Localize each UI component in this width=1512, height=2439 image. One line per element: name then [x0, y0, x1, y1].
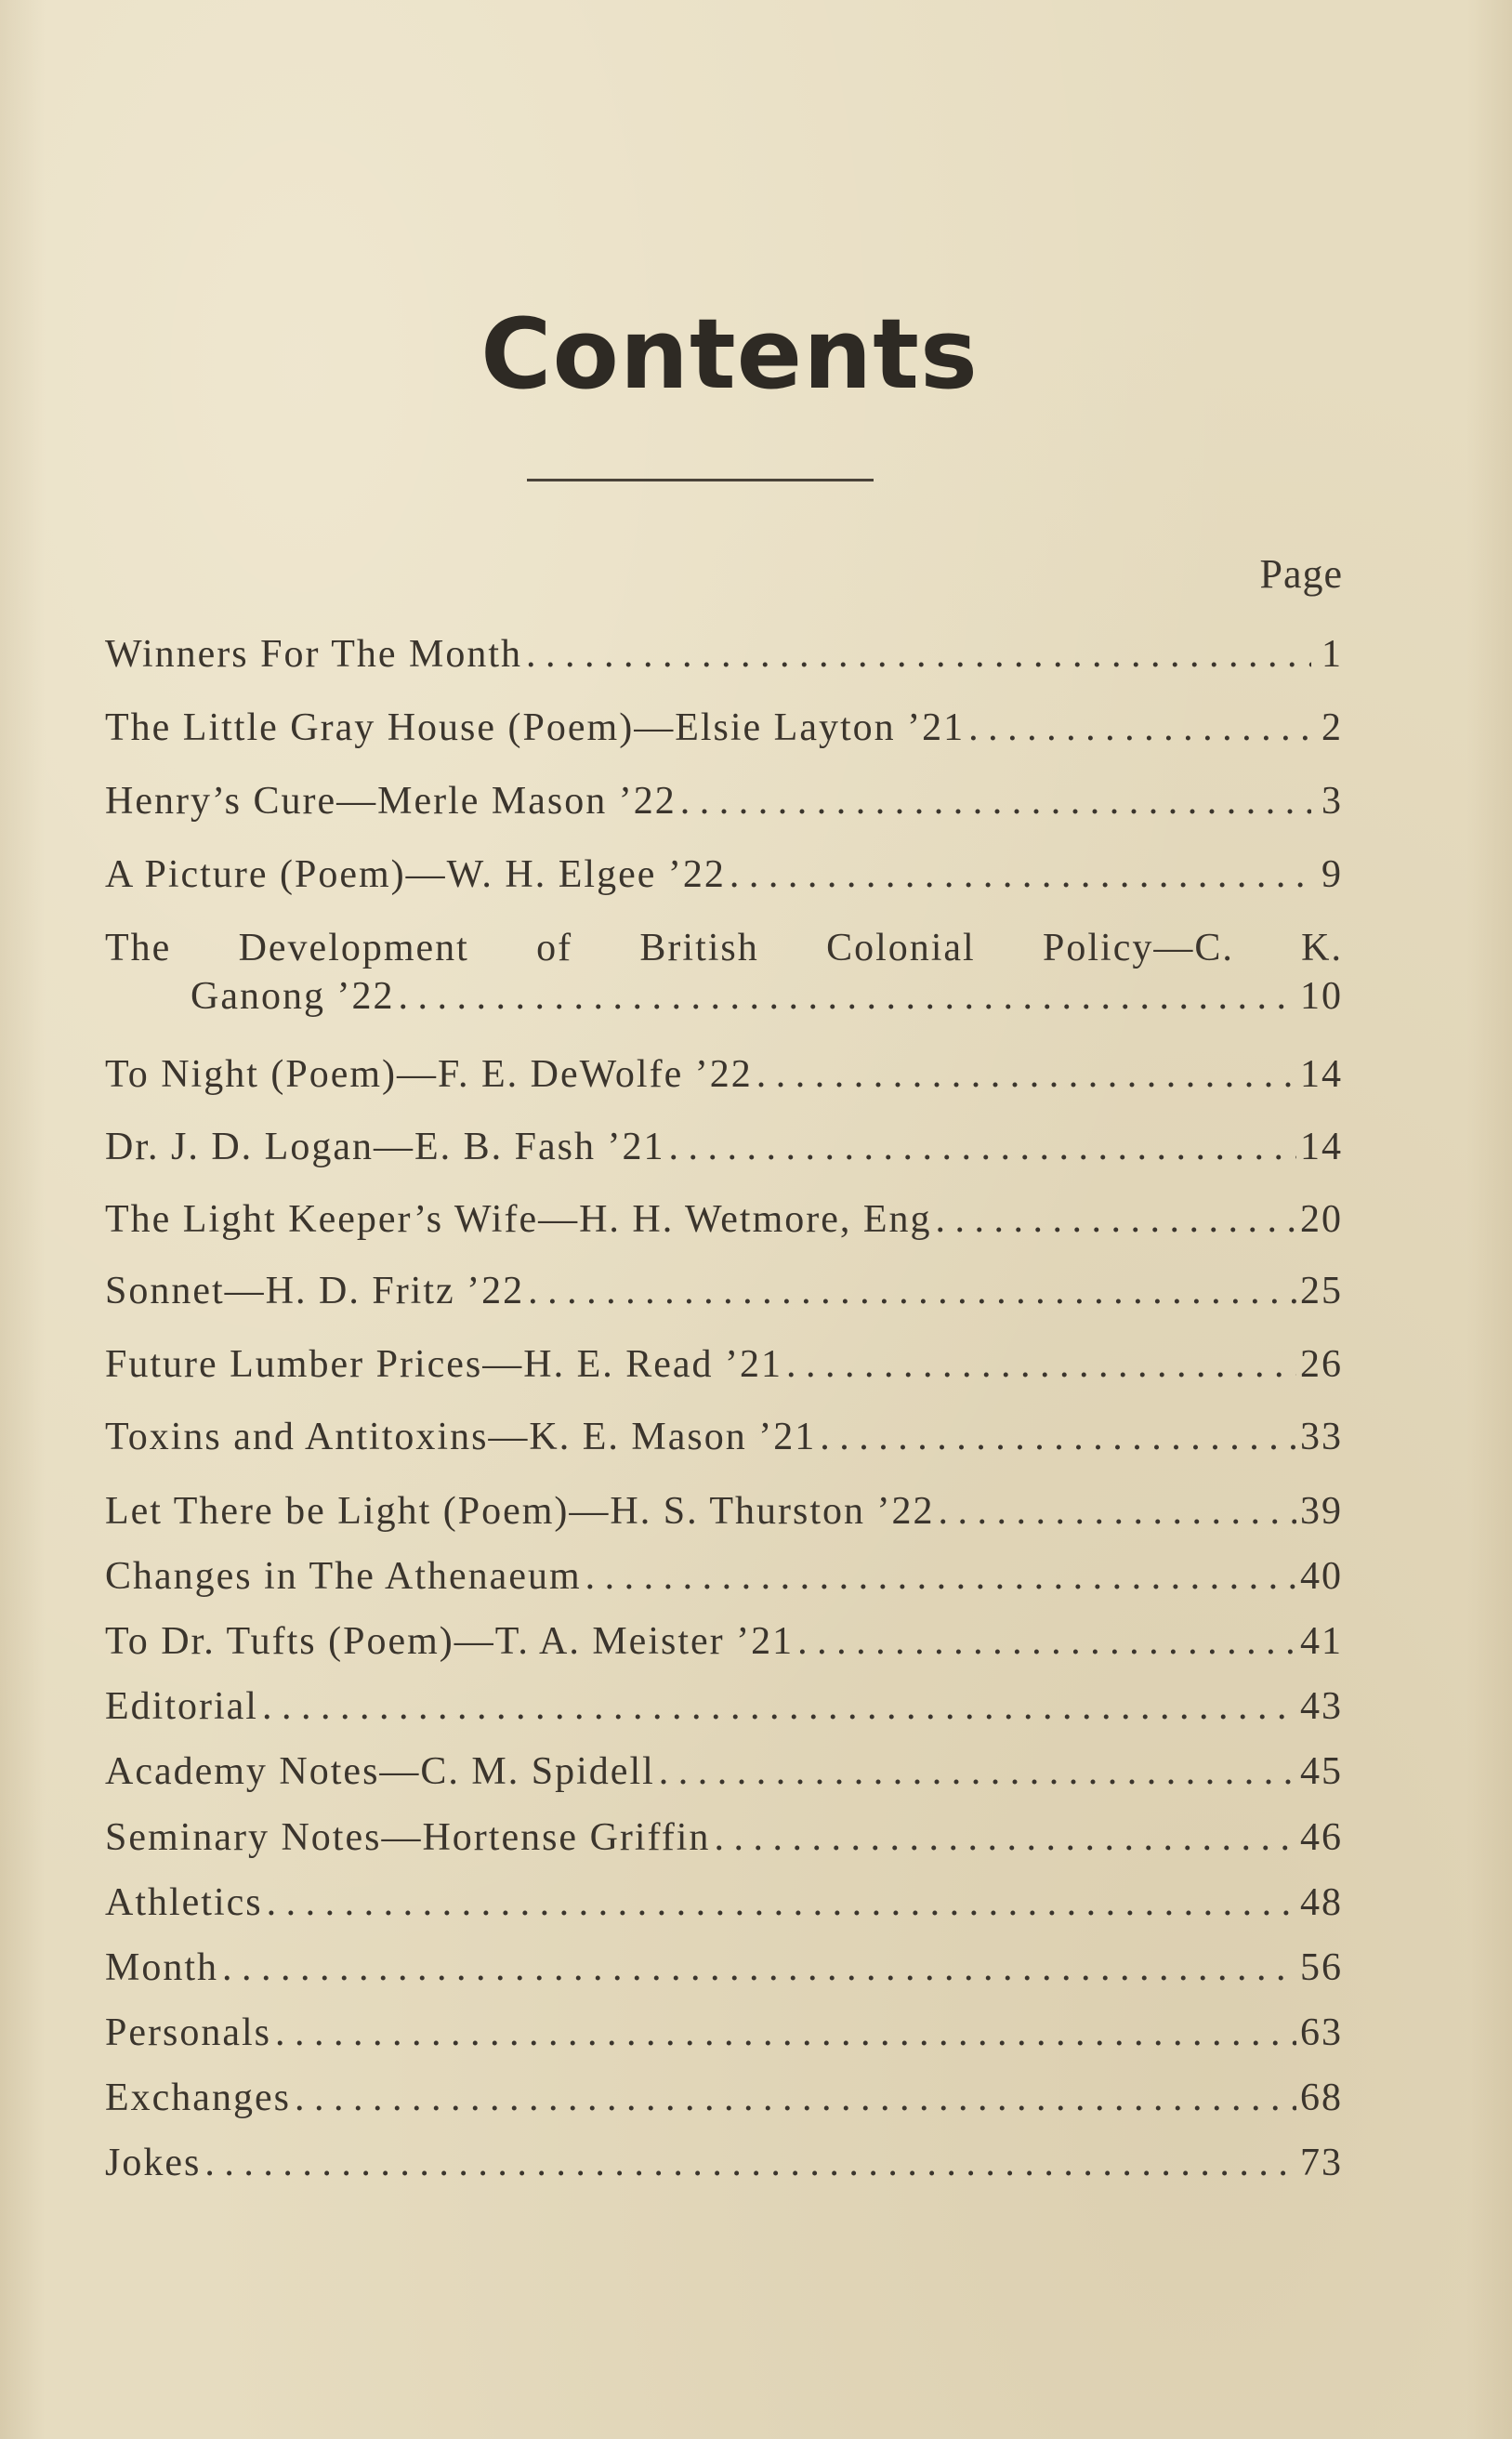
toc-entry[interactable] [105, 1813, 1343, 1862]
dot-leader [262, 1682, 1296, 1731]
toc-entry[interactable] [105, 2139, 1343, 2187]
toc-entry-title: The Light Keeper’s Wife—H. H. Wetmore, Eng [105, 1198, 932, 1241]
toc-entry-title: Exchanges [105, 2076, 291, 2119]
toc-entry-title: Let There be Light (Poem)—H. S. Thurston ’22 [105, 1490, 935, 1533]
dot-leader [267, 1879, 1296, 1927]
toc-entry-title: Academy Notes—C. M. Spidell [105, 1750, 655, 1793]
toc-entry-page: 14 [1300, 1126, 1343, 1168]
toc-entry-title: Toxins and Antitoxins—K. E. Mason ’21 [105, 1416, 817, 1458]
toc-entry[interactable] [105, 850, 1343, 899]
toc-entry-title: To Night (Poem)—F. E. DeWolfe ’22 [105, 1053, 753, 1096]
toc-entry-title: The Little Gray House (Poem)—Elsie Layton ’21 [105, 706, 966, 749]
dot-leader [398, 972, 1296, 1021]
toc-entry-title: Henry’s Cure—Merle Mason ’22 [105, 780, 677, 823]
toc-entry[interactable] [105, 1682, 1343, 1731]
toc-entry-page: 1 [1321, 633, 1343, 676]
toc-entry[interactable] [105, 704, 1343, 752]
toc-entry[interactable] [105, 1123, 1343, 1171]
title-divider [527, 479, 874, 481]
dot-leader [786, 1340, 1296, 1389]
toc-entry-page: 3 [1321, 780, 1343, 823]
toc-entry-title: Sonnet—H. D. Fritz ’22 [105, 1270, 525, 1312]
page-column-header: Page [1259, 551, 1343, 597]
dot-leader [275, 2009, 1296, 2057]
dot-leader [730, 850, 1311, 899]
toc-entry[interactable] [105, 1340, 1343, 1389]
toc-entry-title: Future Lumber Prices—H. E. Read ’21 [105, 1343, 783, 1386]
dot-leader [936, 1195, 1296, 1244]
dot-leader [526, 630, 1311, 679]
dot-leader [797, 1617, 1296, 1666]
toc-entry-page: 10 [1300, 975, 1343, 1018]
toc-entry-title: Athletics [105, 1881, 263, 1924]
page-title: Contents [480, 297, 979, 411]
toc-entry-continuation [105, 972, 1343, 1021]
toc-entry-title: Jokes [105, 2142, 202, 2184]
toc-entry-title: Dr. J. D. Logan—E. B. Fash ’21 [105, 1126, 665, 1168]
toc-entry[interactable] [105, 2009, 1343, 2057]
toc-entry[interactable] [105, 1050, 1343, 1099]
toc-entry[interactable] [105, 1879, 1343, 1927]
toc-entry[interactable] [105, 1487, 1343, 1536]
toc-entry-title: Editorial [105, 1685, 258, 1728]
toc-entry-title: Seminary Notes—Hortense Griffin [105, 1816, 711, 1859]
dot-leader [756, 1050, 1296, 1099]
toc-entry-page: 20 [1300, 1198, 1343, 1241]
toc-entry[interactable] [105, 630, 1343, 679]
toc-entry-page: 2 [1321, 706, 1343, 749]
toc-entry[interactable] [105, 1944, 1343, 1992]
toc-entry-page: 9 [1321, 853, 1343, 896]
toc-entry-page: 63 [1300, 2011, 1343, 2054]
toc-entry-page: 39 [1300, 1490, 1343, 1533]
toc-entry-page: 41 [1300, 1620, 1343, 1663]
dot-leader [820, 1413, 1296, 1461]
dot-leader [585, 1552, 1296, 1601]
dot-leader [222, 1944, 1296, 1992]
toc-entry[interactable] [105, 1413, 1343, 1461]
dot-leader [668, 1123, 1296, 1171]
dot-leader [204, 2139, 1296, 2187]
toc-entry-page: 33 [1300, 1416, 1343, 1458]
toc-entry-title: Winners For The Month [105, 633, 522, 676]
dot-leader [659, 1747, 1296, 1796]
dot-leader [295, 2074, 1296, 2122]
dot-leader [938, 1487, 1296, 1536]
toc-entry-page: 46 [1300, 1816, 1343, 1859]
toc-entry-title: The Development of British Colonial Policy—C. K. [105, 927, 1343, 969]
toc-entry[interactable] [105, 1195, 1343, 1244]
toc-entry-page: 43 [1300, 1685, 1343, 1728]
toc-entry-page: 68 [1300, 2076, 1343, 2119]
toc-entry-title: Personals [105, 2011, 271, 2054]
toc-entry-page: 40 [1300, 1555, 1343, 1598]
dot-leader [528, 1267, 1296, 1315]
toc-entry[interactable] [105, 2074, 1343, 2122]
toc-entry-title: A Picture (Poem)—W. H. Elgee ’22 [105, 853, 726, 896]
toc-entry[interactable] [105, 924, 1343, 1021]
toc-entry-title: Changes in The Athenaeum [105, 1555, 582, 1598]
toc-entry[interactable] [105, 777, 1343, 825]
toc-entry-title-continued: Ganong ’22 [191, 975, 395, 1018]
toc-entry-title: Month [105, 1946, 219, 1989]
toc-entry[interactable] [105, 1552, 1343, 1601]
toc-entry[interactable] [105, 1267, 1343, 1315]
toc-entry-title: To Dr. Tufts (Poem)—T. A. Meister ’21 [105, 1620, 795, 1663]
toc-entry-page: 25 [1300, 1270, 1343, 1312]
toc-entry-page: 56 [1300, 1946, 1343, 1989]
toc-entry-page: 45 [1300, 1750, 1343, 1793]
toc-entry-page: 73 [1300, 2142, 1343, 2184]
toc-entry[interactable] [105, 1617, 1343, 1666]
toc-entry-page: 48 [1300, 1881, 1343, 1924]
toc-entry[interactable] [105, 1747, 1343, 1796]
dot-leader [714, 1813, 1296, 1862]
dot-leader [968, 704, 1311, 752]
dot-leader [680, 777, 1311, 825]
toc-entry-page: 26 [1300, 1343, 1343, 1386]
toc-entry-page: 14 [1300, 1053, 1343, 1096]
